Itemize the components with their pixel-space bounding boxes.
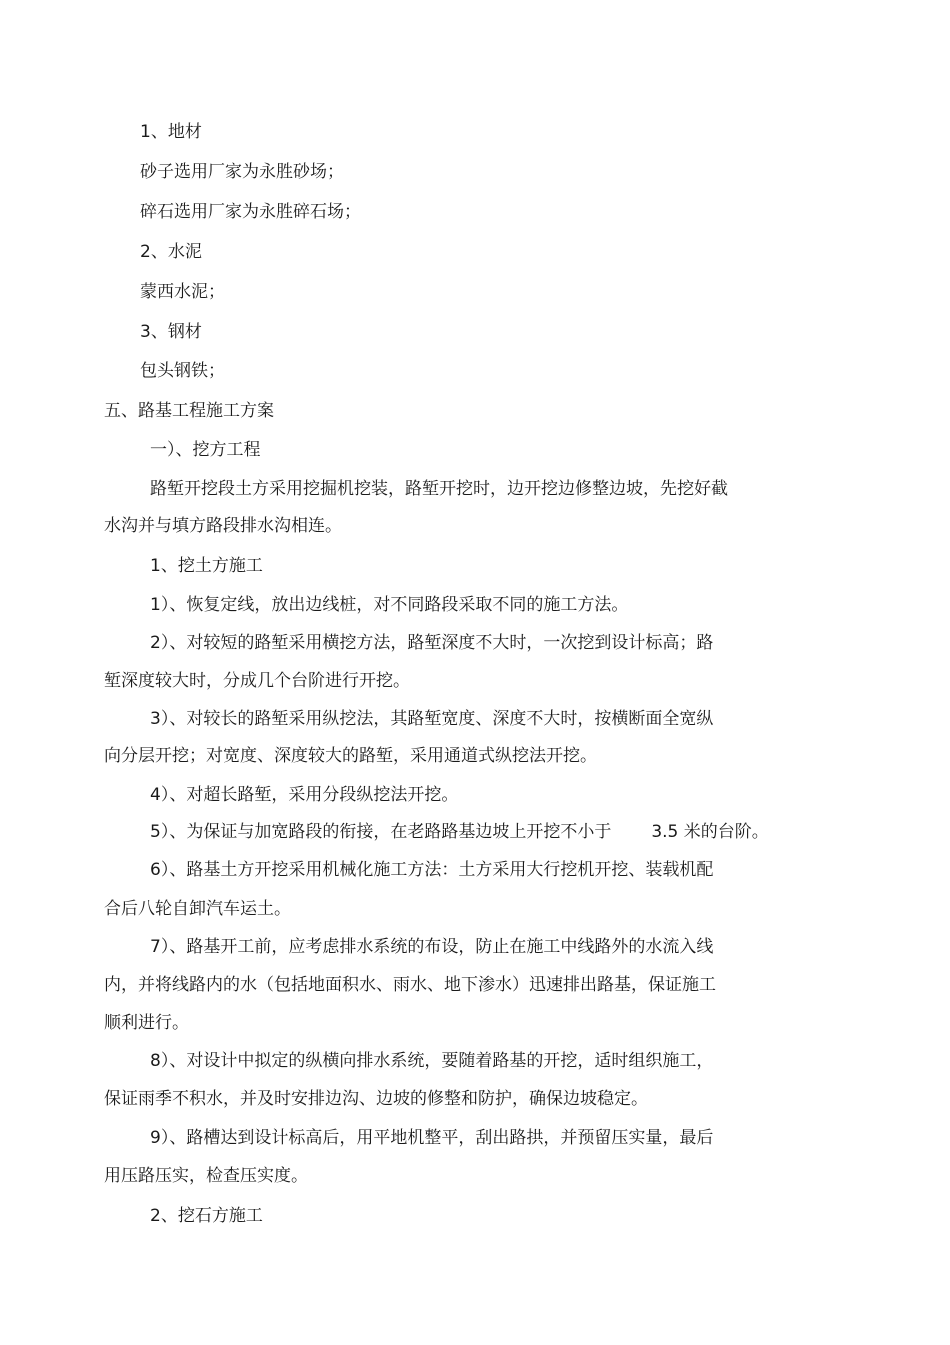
subheading-steel: 3、钢材 [140,322,202,342]
paragraph-sand: 砂子选用厂家为永胜砂场； [140,162,344,182]
list-item: 3）、对较长的路堑采用纵挖法，其路堑宽度、深度不大时，按横断面全宽纵 [150,709,714,729]
list-item: 7）、路基开工前，应考虑排水系统的布设，防止在施工中线路外的水流入线 [150,937,714,957]
subheading-materials: 1、地材 [140,122,202,142]
paragraph-line: 路堑开挖段土方采用挖掘机挖装，路堑开挖时，边开挖边修整边坡，先挖好截 [150,479,728,499]
list-item-continued: 保证雨季不积水，并及时安排边沟、边坡的修整和防护，确保边坡稳定。 [104,1089,648,1109]
list-item [150,820,769,844]
list-item-continued: 内，并将线路内的水（包括地面积水、雨水、地下渗水）迅速排出路基，保证施工 [104,975,716,995]
subheading-rockwork: 2、挖石方施工 [150,1206,263,1226]
subheading-cement: 2、水泥 [140,242,202,262]
list-item-text-tail: 3.5 米的台阶。 [651,822,769,842]
list-item: 2）、对较短的路堑采用横挖方法，路堑深度不大时，一次挖到设计标高；路 [150,633,714,653]
list-item: 6）、路基土方开挖采用机械化施工方法：土方采用大行挖机开挖、装载机配 [150,860,714,880]
list-item-continued: 向分层开挖；对宽度、深度较大的路堑，采用通道式纵挖法开挖。 [104,746,597,766]
subsection-heading: 一）、挖方工程 [150,440,261,460]
paragraph-line: 水沟并与填方路段排水沟相连。 [104,516,342,536]
list-item-text: 5）、为保证与加宽路段的衔接，在老路路基边坡上开挖不小于 [150,822,612,842]
subheading-earthwork: 1、挖土方施工 [150,556,263,576]
paragraph-steel: 包头钢铁； [140,361,225,381]
list-item-continued: 用压路压实，检查压实度。 [104,1166,308,1186]
list-item: 8）、对设计中拟定的纵横向排水系统，要随着路基的开挖，适时组织施工， [150,1051,714,1071]
list-item-continued: 堑深度较大时，分成几个台阶进行开挖。 [104,671,410,691]
section-heading: 五、路基工程施工方案 [104,401,274,421]
list-item: 4）、对超长路堑，采用分段纵挖法开挖。 [150,785,459,805]
list-item-continued: 顺利进行。 [104,1013,189,1033]
list-item: 1）、恢复定线，放出边线桩，对不同路段采取不同的施工方法。 [150,595,629,615]
list-item: 9）、路槽达到设计标高后，用平地机整平，刮出路拱，并预留压实量，最后 [150,1128,714,1148]
paragraph-cement: 蒙西水泥； [140,282,225,302]
paragraph-gravel: 碎石选用厂家为永胜碎石场； [140,202,361,222]
list-item-continued: 合后八轮自卸汽车运土。 [104,899,291,919]
